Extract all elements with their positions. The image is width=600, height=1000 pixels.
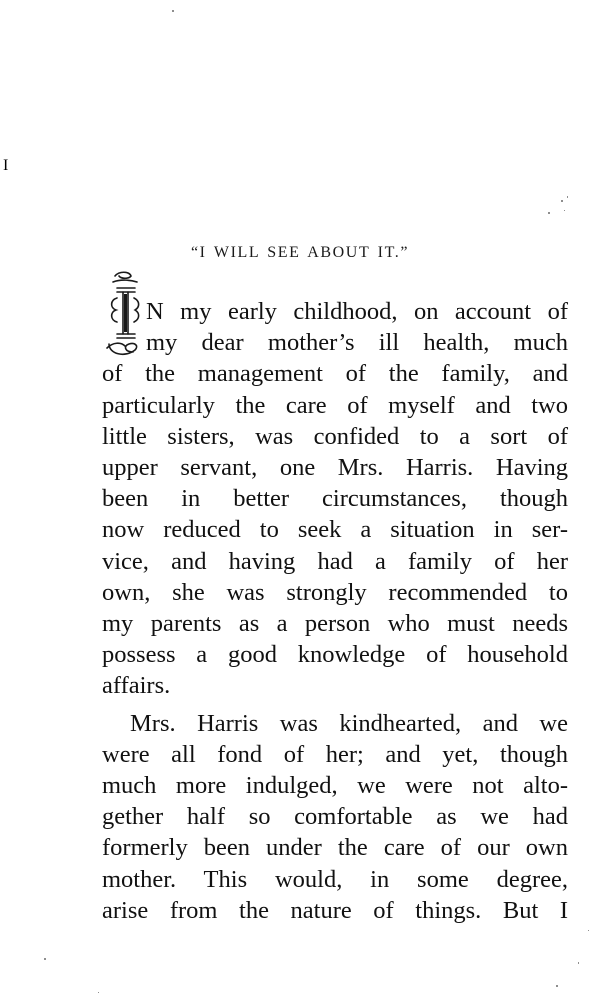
- text-line: N my early childhood, on account of: [146, 298, 568, 325]
- text-line: particularly the care of myself and two: [102, 391, 568, 419]
- scan-speck: [556, 985, 558, 987]
- text-line: own, she was strongly recommended to: [102, 578, 568, 606]
- scan-speck: [567, 196, 568, 198]
- text-line: my dear mother’s ill health, much: [146, 329, 568, 357]
- text-line: possess a good knowledge of household: [102, 641, 568, 669]
- scan-speck: [44, 958, 46, 960]
- text-line: much more indulged, we were not alto-: [102, 772, 568, 800]
- text-line: were all fond of her; and yet, though: [102, 740, 568, 768]
- text-line: formerly been under the care of our own: [102, 834, 568, 862]
- scan-speck: [98, 992, 99, 993]
- chapter-title: “I WILL SEE ABOUT IT.”: [190, 244, 410, 261]
- body-text: [102, 296, 568, 926]
- drop-cap-letter: I: [3, 157, 9, 174]
- text-line: been in better circumstances, though: [102, 485, 568, 513]
- text-line: upper servant, one Mrs. Harris. Having: [102, 454, 568, 482]
- text-line: arise from the nature of things. But I: [102, 896, 568, 924]
- scan-speck: [172, 10, 174, 12]
- scan-speck: [548, 212, 550, 214]
- text-line: of the management of the family, and: [102, 360, 568, 388]
- text-line: Mrs. Harris was kindhearted, and we: [130, 709, 568, 737]
- text-line: mother. This would, in some degree,: [102, 865, 568, 893]
- text-line: affairs.: [102, 672, 171, 700]
- scan-speck: [588, 930, 589, 931]
- text-line: gether half so comfortable as we had: [102, 803, 568, 831]
- text-line: little sisters, was confided to a sort of: [102, 422, 568, 450]
- text-line: vice, and having had a family of her: [102, 547, 568, 575]
- scan-speck: [578, 962, 579, 964]
- scan-speck: [564, 210, 565, 211]
- text-line: now reduced to seek a situation in ser-: [102, 516, 568, 544]
- text-line: my parents as a person who must needs: [102, 610, 568, 638]
- scan-speck: [561, 200, 563, 202]
